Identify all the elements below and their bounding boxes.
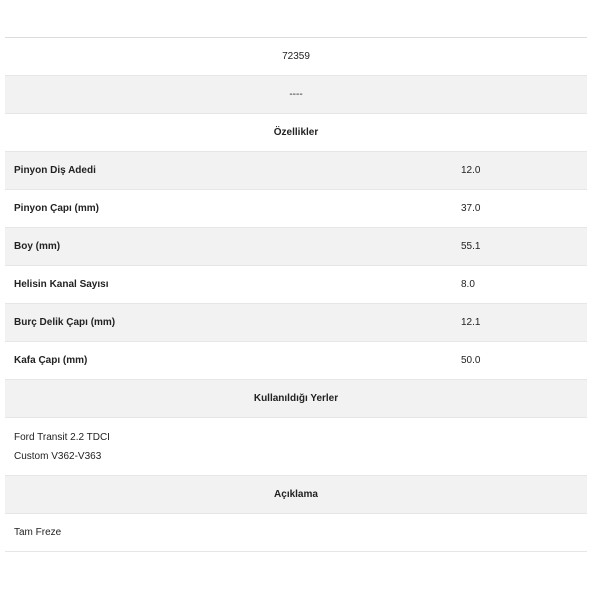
separator-row [5,76,587,114]
usage-row [5,418,587,476]
usage-line: Custom V362-V363 [14,450,102,462]
spec-value: 12.0 [461,165,481,176]
description-row [5,514,587,552]
specs-heading-row [5,114,587,152]
usage-heading: Kullanıldığı Yerler [253,393,339,404]
spec-value: 12.1 [461,317,481,328]
usage-heading-row [5,380,587,418]
product-details-table [5,37,587,552]
description-heading: Açıklama [274,489,318,500]
spec-value: 50.0 [461,355,481,366]
spec-row-length [5,228,587,266]
separator-text: ---- [289,89,303,100]
specs-heading: Özellikler [273,127,319,138]
product-code: 72359 [282,51,310,62]
spec-label: Pinyon Diş Adedi [14,165,96,176]
description-text: Tam Freze [14,527,62,538]
usage-line: Ford Transit 2.2 TDCI [14,431,110,443]
spec-label: Boy (mm) [14,241,61,252]
spec-value: 55.1 [461,241,481,252]
spec-label: Burç Delik Çapı (mm) [14,317,116,328]
spec-value: 37.0 [461,203,481,214]
spec-value: 8.0 [461,279,475,290]
spec-row-head-diameter [5,342,587,380]
product-code-row [5,38,587,76]
spec-label: Pinyon Çapı (mm) [14,203,100,214]
spec-row-helix-grooves [5,266,587,304]
spec-label: Kafa Çapı (mm) [14,355,88,366]
spec-label: Helisin Kanal Sayısı [14,279,109,290]
description-heading-row [5,476,587,514]
spec-row-bushing-bore [5,304,587,342]
spec-row-pinion-diameter [5,190,587,228]
spec-row-pinion-teeth [5,152,587,190]
